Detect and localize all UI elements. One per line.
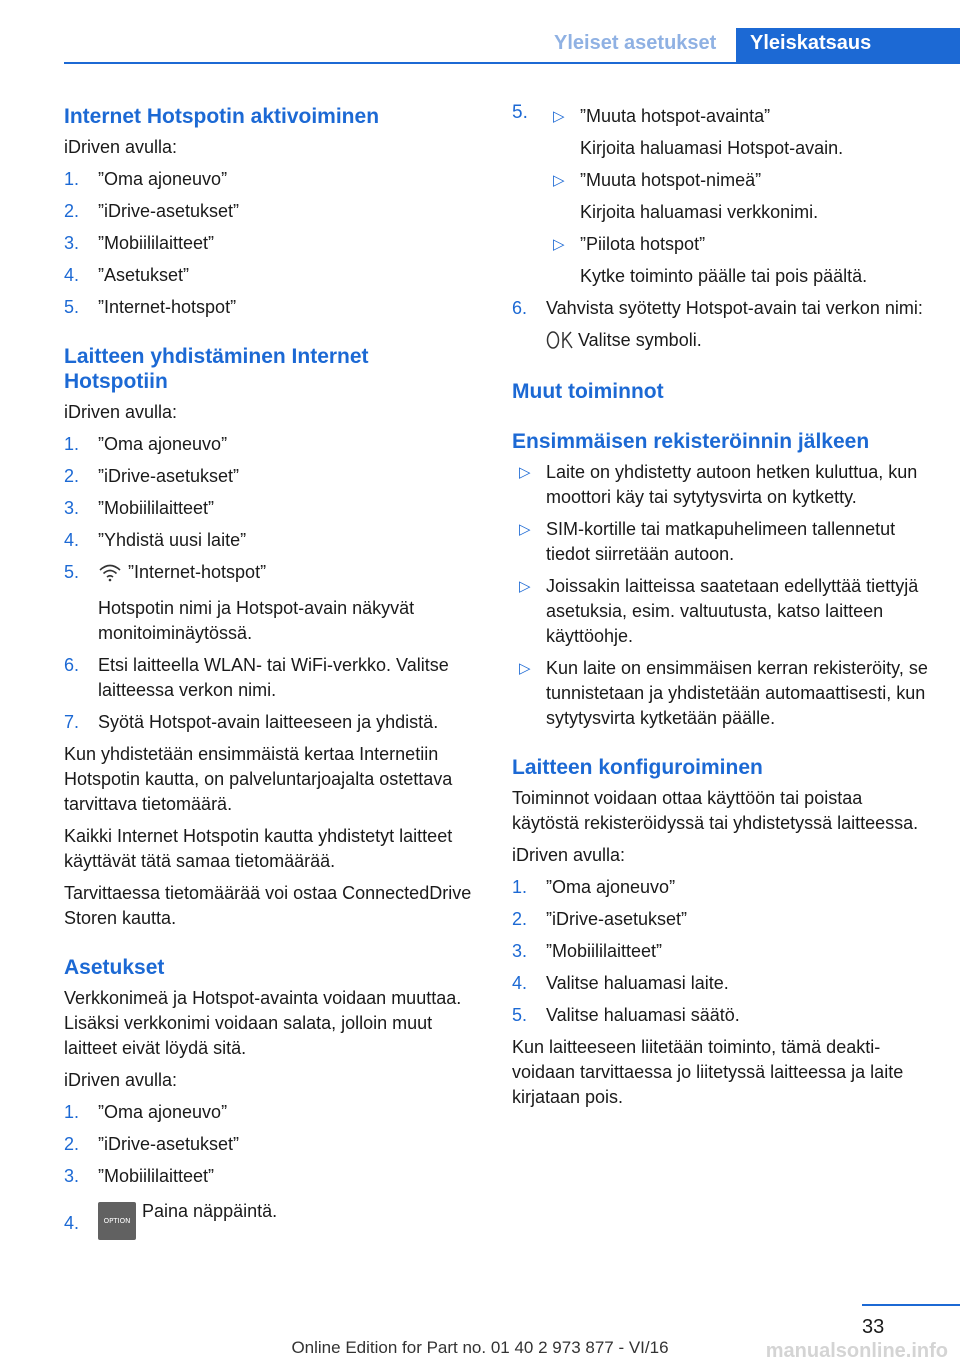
list-item: 5. ”Internet-hotspot” Hotspotin nimi ja Hotspot-avain näkyvät monitoiminäytössä. <box>64 560 480 646</box>
triangle-bullet-icon: ▷ <box>519 464 531 481</box>
list-item: 5. ”Internet-hotspot” <box>64 297 237 317</box>
page-number: 33 <box>862 1316 885 1338</box>
intro-text: iDriven avulla: <box>64 137 178 157</box>
footer-rule <box>862 1304 960 1306</box>
intro-text: iDriven avulla: <box>512 845 626 865</box>
list-item: 3. ”Mobiililaitteet” <box>512 941 663 961</box>
intro-text: iDriven avulla: <box>64 402 178 422</box>
section-title-connect-device: Laitteen yhdistäminen Internet Hotspotiin <box>64 345 369 393</box>
paragraph: Verkkonimeä ja Hotspot-avainta voidaan muuttaa. Lisäksi verkkonimi voidaan salata, jolloin muut laitteet eivät löydä sitä. <box>64 988 462 1058</box>
wifi-icon <box>98 562 128 589</box>
left-column <box>64 100 480 1240</box>
edition-footer: Online Edition for Part no. 01 40 2 973 877 - VI/16 <box>291 1338 669 1357</box>
list-item: 4. OPTION Paina näppäintä. <box>64 1199 480 1240</box>
list-item: 5. Valitse haluamasi säätö. <box>512 1005 740 1025</box>
list-item: 3. ”Mobiililaitteet” <box>64 498 215 518</box>
ok-icon[interactable] <box>546 330 578 357</box>
list-item: 6. Etsi laitteella WLAN- tai WiFi-verkko. Valitse laitteessa verkon nimi. <box>64 655 449 700</box>
steps-list <box>512 875 928 1028</box>
list-item: 4. ”Asetukset” <box>64 265 190 285</box>
list-item: 1. ”Oma ajoneuvo” <box>64 434 228 454</box>
triangle-bullet-icon: ▷ <box>519 660 531 677</box>
intro-text: iDriven avulla: <box>64 1070 178 1090</box>
list-item: 3. ”Mobiililaitteet” <box>64 1166 215 1186</box>
list-item: 4. Valitse haluamasi laite. <box>512 973 729 993</box>
list-item: 2. ”iDrive-asetukset” <box>64 201 240 221</box>
triangle-bullet-icon: ▷ <box>553 108 565 125</box>
steps-list <box>64 1100 480 1240</box>
triangle-bullet-icon: ▷ <box>519 521 531 538</box>
right-column <box>512 100 928 1110</box>
list-item: 3. ”Mobiililaitteet” <box>64 233 215 253</box>
paragraph: Kun yhdistetään ensimmäistä kertaa Internetiin Hotspotin kautta, on palveluntarjoajalta ostettava tarvittava tietomäärä. <box>64 744 453 814</box>
triangle-bullet-icon: ▷ <box>553 236 565 253</box>
breadcrumb-section[interactable]: Yleiset asetukset <box>554 32 717 54</box>
list-item: 6. Vahvista syötetty Hotspot-avain tai verkon nimi: Valitse symboli. <box>512 296 928 357</box>
section-title-after-registration: Ensimmäisen rekisteröinnin jälkeen <box>512 430 870 453</box>
paragraph: Kun laitteeseen liitetään toiminto, tämä deaktivoidaan tarvittaessa jo liitetyssä laitteessa ja laite kirjataan pois. <box>512 1037 904 1107</box>
list-item: ▷ Laite on yhdistetty autoon hetken kuluttua, kun moottori käy tai sytytysvirta on kytketty. <box>519 462 918 507</box>
paragraph: Tarvittaessa tietomäärää voi ostaa ConnectedDrive Storen kautta. <box>64 883 472 928</box>
list-item: ▷ SIM-kortille tai matkapuhelimeen tallennetut tiedot siirretään autoon. <box>519 519 896 564</box>
step-detail: Hotspotin nimi ja Hotspot-avain näkyvät monitoiminäytössä. <box>98 598 415 643</box>
header-bar <box>64 28 960 64</box>
option-button-icon[interactable]: OPTION <box>98 1202 136 1240</box>
section-title-other-functions: Muut toiminnot <box>512 380 664 403</box>
list-item: 1. ”Oma ajoneuvo” <box>64 1102 228 1122</box>
paragraph: Kaikki Internet Hotspotin kautta yhdistetyt laitteet käyttävät tätä samaa tietomäärää. <box>64 826 453 871</box>
list-item: 1. ”Oma ajoneuvo” <box>512 877 676 897</box>
list-item: 2. ”iDrive-asetukset” <box>512 909 688 929</box>
steps-list <box>64 432 480 735</box>
section-title-device-configuration: Laitteen konfiguroiminen <box>512 756 763 779</box>
steps-list <box>64 167 480 320</box>
list-item: 2. ”iDrive-asetukset” <box>64 466 240 486</box>
section-title-hotspot-activation: Internet Hotspotin aktivoiminen <box>64 105 380 128</box>
bullet-list <box>512 460 928 731</box>
triangle-bullet-icon: ▷ <box>553 172 565 189</box>
triangle-bullet-icon: ▷ <box>519 578 531 595</box>
list-item: ▷ Joissakin laitteissa saatetaan edellyttää tiettyjä asetuksia, esim. valtuutusta, katso laitteen käyttöohje. <box>519 576 919 646</box>
list-item: 4. ”Yhdistä uusi laite” <box>64 530 247 550</box>
list-item: ▷ Kun laite on ensimmäisen kerran rekisteröity, se tunnistetaan ja yhdistetään automaattisesti, kun sytytysvirta kytketään päälle. <box>519 658 928 728</box>
list-item: 7. Syötä Hotspot-avain laitteeseen ja yhdistä. <box>64 712 439 732</box>
list-item: 2. ”iDrive-asetukset” <box>64 1134 240 1154</box>
list-item: 5. ▷ ”Muuta hotspot-avainta” Kirjoita haluamasi Hotspot-avain. ▷ ”Muuta hotspot-nimeä” Kirjoita haluamasi verkkonimi. ▷ ”Piilota hotspot” Kytke toiminto päälle tai pois päältä. <box>512 102 868 286</box>
section-title-settings: Asetukset <box>64 956 165 979</box>
breadcrumb-active[interactable]: Yleiskatsaus <box>736 28 960 62</box>
list-item: 1. ”Oma ajoneuvo” <box>64 169 228 189</box>
paragraph: Toiminnot voidaan ottaa käyttöön tai poistaa käytöstä rekisteröidyssä tai yhdistetyssä laitteessa. <box>512 788 919 833</box>
watermark: manualsonline.info <box>765 1340 948 1362</box>
